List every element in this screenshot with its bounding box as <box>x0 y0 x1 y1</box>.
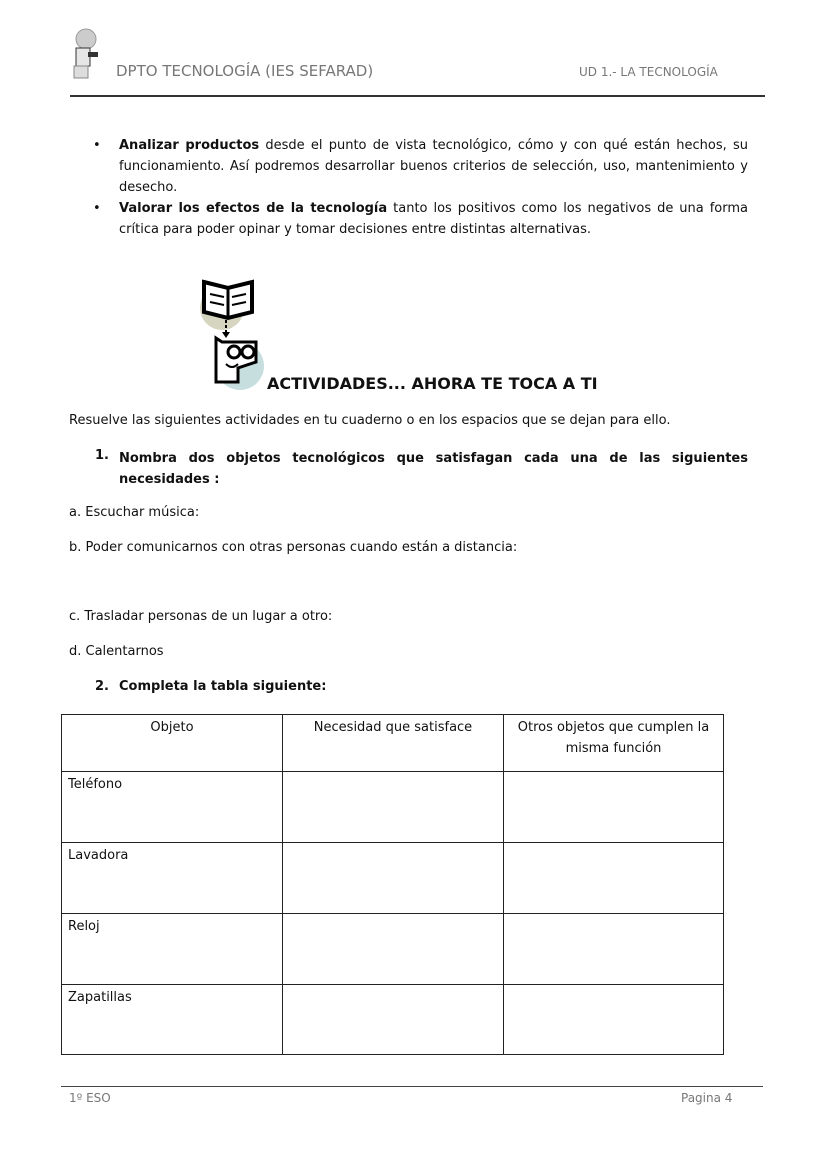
question-1-text: Nombra dos objetos tecnológicos que satisfagan cada una de las siguientes necesidades : <box>119 451 748 487</box>
question-1-item-d: d. Calentarnos <box>69 644 164 659</box>
header-divider <box>70 95 765 97</box>
table-row <box>62 985 724 1055</box>
footer-divider <box>61 1086 763 1087</box>
question-2-text: Completa la tabla siguiente: <box>119 679 327 694</box>
answer-cell[interactable] <box>504 914 724 985</box>
question-1-item-a: a. Escuchar música: <box>69 505 200 520</box>
answer-cell[interactable] <box>283 914 504 985</box>
header-unit: UD 1.- LA TECNOLOGÍA <box>579 65 718 79</box>
answer-cell[interactable] <box>283 843 504 914</box>
column-header-objeto: Objeto <box>62 715 283 772</box>
book-reader-icon <box>198 278 268 393</box>
question-1-item-c: c. Trasladar personas de un lugar a otro: <box>69 609 333 624</box>
answer-cell[interactable] <box>504 772 724 843</box>
answer-cell[interactable] <box>283 985 504 1055</box>
activities-title: ACTIVIDADES... AHORA TE TOCA A TI <box>267 374 598 393</box>
table-row <box>62 772 724 843</box>
answer-cell[interactable] <box>504 985 724 1055</box>
header-department: DPTO TECNOLOGÍA (IES SEFARAD) <box>116 62 374 80</box>
footer-page-number: Pagina 4 <box>681 1091 733 1105</box>
column-header-necesidad: Necesidad que satisface <box>283 715 504 772</box>
row-label: Teléfono <box>62 772 283 843</box>
footer-course: 1º ESO <box>69 1091 111 1105</box>
column-header-otros: Otros objetos que cumplen la misma función <box>504 715 724 772</box>
question-1-item-b: b. Poder comunicarnos con otras personas cuando están a distancia: <box>69 540 518 555</box>
row-label: Zapatillas <box>62 985 283 1055</box>
robot-mascot-icon <box>66 28 102 80</box>
row-label: Reloj <box>62 914 283 985</box>
table-row <box>62 914 724 985</box>
bullet-item: • Valorar los efectos de la tecnología tanto los positivos como los negativos de una forma crítica para poder opinar y tomar decisiones entre distintas alternativas. <box>119 198 748 240</box>
activities-intro: Resuelve las siguientes actividades en tu cuaderno o en los espacios que se dejan para ello. <box>69 413 671 428</box>
row-label: Lavadora <box>62 843 283 914</box>
table-row <box>62 843 724 914</box>
objects-table <box>61 714 724 1055</box>
answer-cell[interactable] <box>504 843 724 914</box>
question-2-number: 2. <box>95 679 109 694</box>
bullet-item: • Analizar productos desde el punto de vista tecnológico, cómo y con qué están hechos, su funcionamiento. Así podremos desarrollar buenos criterios de selección, uso, mantenimiento y desecho. <box>119 135 748 198</box>
answer-cell[interactable] <box>283 772 504 843</box>
question-1-number: 1. <box>95 448 109 463</box>
